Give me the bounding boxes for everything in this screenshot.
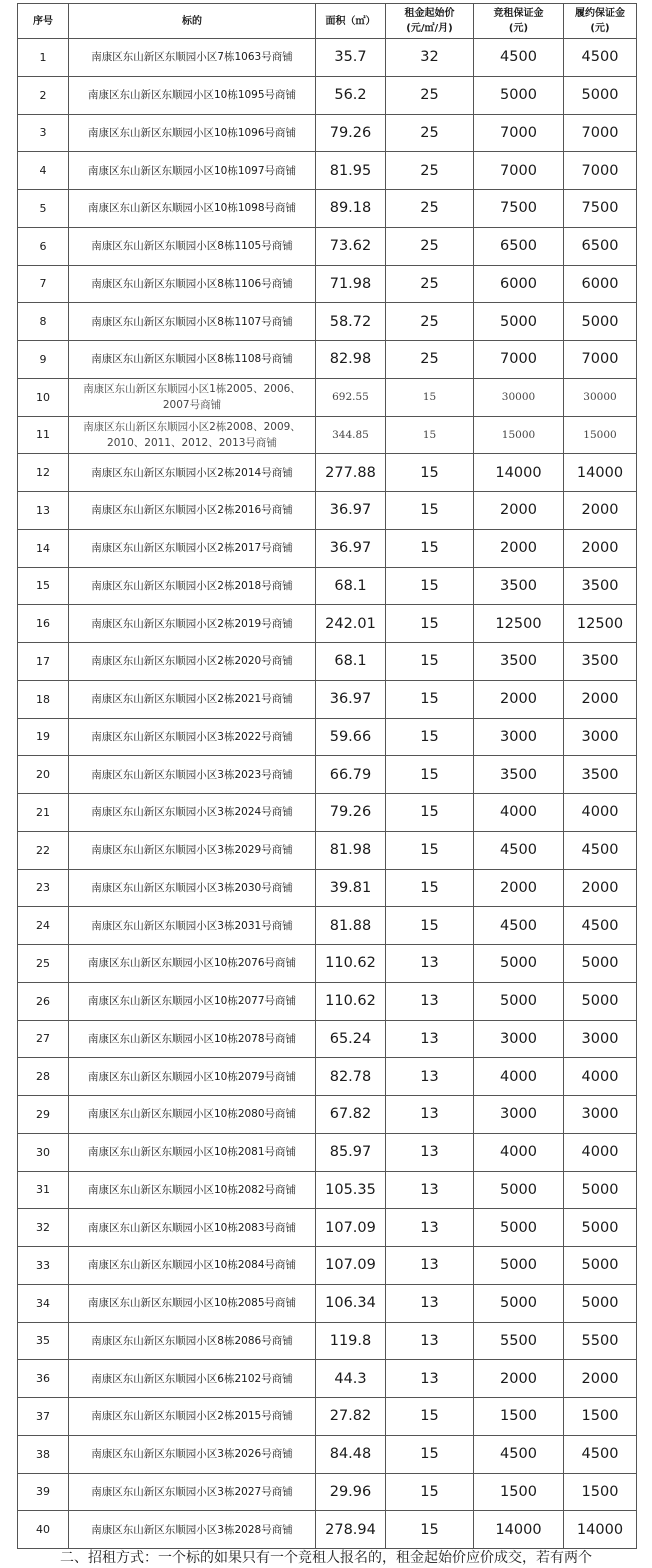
cell-bid-deposit: 7000 <box>474 152 564 190</box>
cell-bid-deposit: 4000 <box>474 794 564 832</box>
cell-performance-deposit: 2000 <box>564 529 637 567</box>
cell-index: 32 <box>18 1209 69 1247</box>
cell-area: 73.62 <box>316 227 386 265</box>
cell-area: 66.79 <box>316 756 386 794</box>
cell-rent-start: 25 <box>386 303 474 341</box>
cell-performance-deposit: 5000 <box>564 1247 637 1285</box>
cell-performance-deposit: 7000 <box>564 152 637 190</box>
cell-item-name: 南康区东山新区东顺园小区8栋1107号商铺 <box>69 303 316 341</box>
cell-bid-deposit: 5500 <box>474 1322 564 1360</box>
cell-bid-deposit: 5000 <box>474 945 564 983</box>
cell-bid-deposit: 7500 <box>474 190 564 228</box>
cell-performance-deposit: 1500 <box>564 1398 637 1436</box>
cell-rent-start: 15 <box>386 1473 474 1511</box>
cell-index: 29 <box>18 1096 69 1134</box>
cell-index: 14 <box>18 529 69 567</box>
cell-bid-deposit: 30000 <box>474 378 564 416</box>
cell-bid-deposit: 4500 <box>474 39 564 77</box>
cell-bid-deposit: 2000 <box>474 869 564 907</box>
cell-index: 5 <box>18 190 69 228</box>
cell-rent-start: 15 <box>386 718 474 756</box>
cell-rent-start: 13 <box>386 1284 474 1322</box>
cell-rent-start: 13 <box>386 1020 474 1058</box>
cell-item-name: 南康区东山新区东顺园小区8栋1108号商铺 <box>69 341 316 379</box>
cell-index: 36 <box>18 1360 69 1398</box>
cell-item-name: 南康区东山新区东顺园小区3栋2029号商铺 <box>69 831 316 869</box>
cell-area: 56.2 <box>316 76 386 114</box>
cell-area: 35.7 <box>316 39 386 77</box>
cell-performance-deposit: 4500 <box>564 831 637 869</box>
cell-performance-deposit: 3000 <box>564 1096 637 1134</box>
cell-index: 38 <box>18 1435 69 1473</box>
cell-bid-deposit: 4500 <box>474 1435 564 1473</box>
cell-index: 34 <box>18 1284 69 1322</box>
cell-rent-start: 15 <box>386 794 474 832</box>
cell-index: 23 <box>18 869 69 907</box>
cell-bid-deposit: 15000 <box>474 416 564 454</box>
cell-bid-deposit: 7000 <box>474 114 564 152</box>
cell-bid-deposit: 2000 <box>474 680 564 718</box>
cell-performance-deposit: 5000 <box>564 982 637 1020</box>
cell-performance-deposit: 3000 <box>564 718 637 756</box>
cell-index: 30 <box>18 1133 69 1171</box>
cell-item-name: 南康区东山新区东顺园小区3栋2026号商铺 <box>69 1435 316 1473</box>
cell-bid-deposit: 5000 <box>474 303 564 341</box>
cell-bid-deposit: 6000 <box>474 265 564 303</box>
table-row <box>18 1133 637 1171</box>
cell-rent-start: 13 <box>386 1133 474 1171</box>
cell-rent-start: 13 <box>386 1322 474 1360</box>
cell-performance-deposit: 14000 <box>564 1511 637 1549</box>
cell-rent-start: 13 <box>386 1096 474 1134</box>
cell-area: 59.66 <box>316 718 386 756</box>
cell-area: 36.97 <box>316 529 386 567</box>
cell-bid-deposit: 2000 <box>474 529 564 567</box>
footer-paragraph: 二、招租方式：一个标的如果只有一个竞租人报名的，租金起始价应价成交，若有两个 <box>60 1550 592 1566</box>
cell-bid-deposit: 1500 <box>474 1473 564 1511</box>
header-index: 序号 <box>18 4 69 39</box>
cell-rent-start: 13 <box>386 1171 474 1209</box>
cell-rent-start: 25 <box>386 227 474 265</box>
cell-item-name: 南康区东山新区东顺园小区6栋2102号商铺 <box>69 1360 316 1398</box>
cell-bid-deposit: 1500 <box>474 1398 564 1436</box>
cell-bid-deposit: 5000 <box>474 1171 564 1209</box>
cell-index: 19 <box>18 718 69 756</box>
cell-index: 3 <box>18 114 69 152</box>
cell-item-name: 南康区东山新区东顺园小区2栋2019号商铺 <box>69 605 316 643</box>
cell-item-name: 南康区东山新区东顺园小区2栋2015号商铺 <box>69 1398 316 1436</box>
table-row <box>18 907 637 945</box>
cell-item-name: 南康区东山新区东顺园小区2栋2008、2009、2010、2011、2012、2013号商铺 <box>69 416 316 454</box>
cell-area: 107.09 <box>316 1247 386 1285</box>
table-row <box>18 869 637 907</box>
table-row <box>18 1473 637 1511</box>
table-row <box>18 1209 637 1247</box>
cell-rent-start: 13 <box>386 1209 474 1247</box>
cell-index: 20 <box>18 756 69 794</box>
cell-index: 2 <box>18 76 69 114</box>
cell-index: 8 <box>18 303 69 341</box>
table-header <box>18 4 637 39</box>
cell-rent-start: 13 <box>386 1360 474 1398</box>
cell-index: 16 <box>18 605 69 643</box>
cell-performance-deposit: 7500 <box>564 190 637 228</box>
cell-item-name: 南康区东山新区东顺园小区1栋2005、2006、2007号商铺 <box>69 378 316 416</box>
header-performance-deposit <box>564 4 637 39</box>
cell-bid-deposit: 4000 <box>474 1058 564 1096</box>
table-row <box>18 341 637 379</box>
table-row <box>18 114 637 152</box>
cell-bid-deposit: 14000 <box>474 454 564 492</box>
table-row <box>18 265 637 303</box>
cell-index: 35 <box>18 1322 69 1360</box>
cell-rent-start: 13 <box>386 1247 474 1285</box>
cell-performance-deposit: 5000 <box>564 1209 637 1247</box>
cell-rent-start: 15 <box>386 907 474 945</box>
cell-area: 27.82 <box>316 1398 386 1436</box>
cell-item-name: 南康区东山新区东顺园小区8栋1106号商铺 <box>69 265 316 303</box>
table-row <box>18 378 637 416</box>
cell-area: 110.62 <box>316 945 386 983</box>
cell-item-name: 南康区东山新区东顺园小区10栋2078号商铺 <box>69 1020 316 1058</box>
cell-area: 105.35 <box>316 1171 386 1209</box>
table-row <box>18 680 637 718</box>
table-row <box>18 605 637 643</box>
cell-index: 17 <box>18 643 69 681</box>
cell-rent-start: 25 <box>386 76 474 114</box>
cell-item-name: 南康区东山新区东顺园小区10栋1096号商铺 <box>69 114 316 152</box>
cell-index: 12 <box>18 454 69 492</box>
cell-rent-start: 15 <box>386 605 474 643</box>
cell-area: 107.09 <box>316 1209 386 1247</box>
cell-index: 24 <box>18 907 69 945</box>
cell-bid-deposit: 5000 <box>474 76 564 114</box>
table-row <box>18 1435 637 1473</box>
cell-rent-start: 15 <box>386 869 474 907</box>
cell-performance-deposit: 15000 <box>564 416 637 454</box>
cell-item-name: 南康区东山新区东顺园小区10栋2081号商铺 <box>69 1133 316 1171</box>
cell-performance-deposit: 4000 <box>564 1058 637 1096</box>
cell-area: 81.88 <box>316 907 386 945</box>
cell-bid-deposit: 14000 <box>474 1511 564 1549</box>
cell-bid-deposit: 3500 <box>474 567 564 605</box>
table-row <box>18 1058 637 1096</box>
cell-item-name: 南康区东山新区东顺园小区3栋2028号商铺 <box>69 1511 316 1549</box>
table-row <box>18 1020 637 1058</box>
cell-performance-deposit: 4500 <box>564 1435 637 1473</box>
cell-performance-deposit: 7000 <box>564 114 637 152</box>
cell-area: 242.01 <box>316 605 386 643</box>
table-row <box>18 794 637 832</box>
cell-rent-start: 25 <box>386 190 474 228</box>
cell-index: 13 <box>18 492 69 530</box>
cell-rent-start: 25 <box>386 265 474 303</box>
cell-area: 29.96 <box>316 1473 386 1511</box>
table-row <box>18 831 637 869</box>
cell-bid-deposit: 5000 <box>474 1284 564 1322</box>
cell-performance-deposit: 6500 <box>564 227 637 265</box>
cell-rent-start: 15 <box>386 680 474 718</box>
cell-performance-deposit: 1500 <box>564 1473 637 1511</box>
cell-rent-start: 15 <box>386 1398 474 1436</box>
cell-bid-deposit: 4500 <box>474 907 564 945</box>
cell-area: 119.8 <box>316 1322 386 1360</box>
header-multiline: 竞租保证金 (元) <box>493 8 544 34</box>
cell-performance-deposit: 2000 <box>564 680 637 718</box>
cell-rent-start: 15 <box>386 529 474 567</box>
cell-item-name: 南康区东山新区东顺园小区2栋2021号商铺 <box>69 680 316 718</box>
table-row <box>18 1284 637 1322</box>
cell-index: 11 <box>18 416 69 454</box>
cell-item-name: 南康区东山新区东顺园小区3栋2030号商铺 <box>69 869 316 907</box>
cell-area: 82.98 <box>316 341 386 379</box>
cell-item-name: 南康区东山新区东顺园小区2栋2016号商铺 <box>69 492 316 530</box>
cell-performance-deposit: 14000 <box>564 454 637 492</box>
cell-rent-start: 15 <box>386 416 474 454</box>
cell-rent-start: 15 <box>386 567 474 605</box>
header-multiline: 履约保证金 (元) <box>575 8 625 34</box>
table-row <box>18 416 637 454</box>
cell-item-name: 南康区东山新区东顺园小区3栋2027号商铺 <box>69 1473 316 1511</box>
table-row <box>18 1360 637 1398</box>
cell-rent-start: 13 <box>386 982 474 1020</box>
cell-area: 36.97 <box>316 680 386 718</box>
cell-rent-start: 13 <box>386 945 474 983</box>
cell-performance-deposit: 5000 <box>564 76 637 114</box>
table-row <box>18 1171 637 1209</box>
cell-performance-deposit: 4500 <box>564 907 637 945</box>
cell-performance-deposit: 3500 <box>564 643 637 681</box>
cell-area: 58.72 <box>316 303 386 341</box>
table-row <box>18 1398 637 1436</box>
cell-bid-deposit: 5000 <box>474 1209 564 1247</box>
cell-performance-deposit: 2000 <box>564 869 637 907</box>
cell-item-name: 南康区东山新区东顺园小区10栋1095号商铺 <box>69 76 316 114</box>
cell-index: 31 <box>18 1171 69 1209</box>
cell-rent-start: 25 <box>386 152 474 190</box>
cell-index: 10 <box>18 378 69 416</box>
cell-area: 79.26 <box>316 114 386 152</box>
cell-bid-deposit: 12500 <box>474 605 564 643</box>
cell-rent-start: 25 <box>386 341 474 379</box>
header-row <box>18 4 637 39</box>
cell-item-name: 南康区东山新区东顺园小区10栋1098号商铺 <box>69 190 316 228</box>
lease-items-table <box>17 3 637 1549</box>
cell-performance-deposit: 4500 <box>564 39 637 77</box>
cell-bid-deposit: 3500 <box>474 756 564 794</box>
cell-bid-deposit: 3500 <box>474 643 564 681</box>
cell-index: 37 <box>18 1398 69 1436</box>
table-row <box>18 718 637 756</box>
cell-area: 89.18 <box>316 190 386 228</box>
cell-area: 110.62 <box>316 982 386 1020</box>
cell-bid-deposit: 3000 <box>474 1020 564 1058</box>
cell-area: 67.82 <box>316 1096 386 1134</box>
table-row <box>18 643 637 681</box>
cell-item-name: 南康区东山新区东顺园小区7栋1063号商铺 <box>69 39 316 77</box>
cell-rent-start: 15 <box>386 378 474 416</box>
cell-item-name: 南康区东山新区东顺园小区2栋2017号商铺 <box>69 529 316 567</box>
cell-area: 36.97 <box>316 492 386 530</box>
cell-item-name: 南康区东山新区东顺园小区10栋1097号商铺 <box>69 152 316 190</box>
cell-performance-deposit: 5000 <box>564 1284 637 1322</box>
cell-performance-deposit: 6000 <box>564 265 637 303</box>
cell-bid-deposit: 5000 <box>474 1247 564 1285</box>
cell-item-name: 南康区东山新区东顺园小区8栋2086号商铺 <box>69 1322 316 1360</box>
cell-performance-deposit: 30000 <box>564 378 637 416</box>
cell-rent-start: 25 <box>386 114 474 152</box>
cell-index: 22 <box>18 831 69 869</box>
table-row <box>18 756 637 794</box>
cell-item-name: 南康区东山新区东顺园小区8栋1105号商铺 <box>69 227 316 265</box>
cell-rent-start: 15 <box>386 454 474 492</box>
cell-rent-start: 15 <box>386 831 474 869</box>
cell-bid-deposit: 7000 <box>474 341 564 379</box>
cell-bid-deposit: 5000 <box>474 982 564 1020</box>
cell-item-name: 南康区东山新区东顺园小区2栋2018号商铺 <box>69 567 316 605</box>
cell-index: 7 <box>18 265 69 303</box>
header-multiline: 租金起始价 (元/㎡/月) <box>404 8 455 34</box>
header-rent-start <box>386 4 474 39</box>
table-row <box>18 1247 637 1285</box>
table-row <box>18 227 637 265</box>
cell-item-name: 南康区东山新区东顺园小区10栋2077号商铺 <box>69 982 316 1020</box>
cell-bid-deposit: 2000 <box>474 492 564 530</box>
cell-performance-deposit: 4000 <box>564 1133 637 1171</box>
cell-item-name: 南康区东山新区东顺园小区10栋2079号商铺 <box>69 1058 316 1096</box>
cell-performance-deposit: 2000 <box>564 1360 637 1398</box>
cell-index: 26 <box>18 982 69 1020</box>
cell-index: 27 <box>18 1020 69 1058</box>
table-row <box>18 76 637 114</box>
cell-bid-deposit: 6500 <box>474 227 564 265</box>
table-row <box>18 303 637 341</box>
cell-item-name: 南康区东山新区东顺园小区10栋2076号商铺 <box>69 945 316 983</box>
cell-index: 28 <box>18 1058 69 1096</box>
cell-performance-deposit: 7000 <box>564 341 637 379</box>
cell-index: 1 <box>18 39 69 77</box>
cell-bid-deposit: 4000 <box>474 1133 564 1171</box>
cell-area: 85.97 <box>316 1133 386 1171</box>
cell-area: 692.55 <box>316 378 386 416</box>
cell-index: 33 <box>18 1247 69 1285</box>
cell-performance-deposit: 5000 <box>564 303 637 341</box>
cell-rent-start: 15 <box>386 1511 474 1549</box>
table-body <box>18 39 637 1549</box>
cell-area: 81.95 <box>316 152 386 190</box>
cell-rent-start: 15 <box>386 492 474 530</box>
cell-area: 84.48 <box>316 1435 386 1473</box>
cell-area: 68.1 <box>316 643 386 681</box>
cell-item-name: 南康区东山新区东顺园小区3栋2024号商铺 <box>69 794 316 832</box>
cell-rent-start: 13 <box>386 1058 474 1096</box>
table-row <box>18 492 637 530</box>
cell-index: 6 <box>18 227 69 265</box>
cell-item-name: 南康区东山新区东顺园小区3栋2022号商铺 <box>69 718 316 756</box>
cell-item-name: 南康区东山新区东顺园小区2栋2020号商铺 <box>69 643 316 681</box>
cell-item-name: 南康区东山新区东顺园小区3栋2031号商铺 <box>69 907 316 945</box>
table-row <box>18 982 637 1020</box>
cell-performance-deposit: 12500 <box>564 605 637 643</box>
cell-item-name: 南康区东山新区东顺园小区3栋2023号商铺 <box>69 756 316 794</box>
cell-performance-deposit: 2000 <box>564 492 637 530</box>
table-row <box>18 152 637 190</box>
cell-index: 9 <box>18 341 69 379</box>
cell-index: 15 <box>18 567 69 605</box>
cell-area: 278.94 <box>316 1511 386 1549</box>
table-row <box>18 567 637 605</box>
cell-area: 44.3 <box>316 1360 386 1398</box>
cell-area: 65.24 <box>316 1020 386 1058</box>
table-row <box>18 1096 637 1134</box>
cell-item-name: 南康区东山新区东顺园小区10栋2083号商铺 <box>69 1209 316 1247</box>
table-row <box>18 945 637 983</box>
cell-index: 25 <box>18 945 69 983</box>
cell-rent-start: 32 <box>386 39 474 77</box>
cell-index: 21 <box>18 794 69 832</box>
cell-item-name: 南康区东山新区东顺园小区10栋2084号商铺 <box>69 1247 316 1285</box>
header-bid-deposit <box>474 4 564 39</box>
table-row <box>18 529 637 567</box>
cell-index: 18 <box>18 680 69 718</box>
cell-area: 277.88 <box>316 454 386 492</box>
cell-rent-start: 15 <box>386 756 474 794</box>
cell-performance-deposit: 5000 <box>564 1171 637 1209</box>
cell-performance-deposit: 5000 <box>564 945 637 983</box>
cell-area: 106.34 <box>316 1284 386 1322</box>
cell-area: 82.78 <box>316 1058 386 1096</box>
table-row <box>18 1322 637 1360</box>
cell-index: 39 <box>18 1473 69 1511</box>
cell-bid-deposit: 3000 <box>474 1096 564 1134</box>
cell-performance-deposit: 5500 <box>564 1322 637 1360</box>
cell-item-name: 南康区东山新区东顺园小区10栋2085号商铺 <box>69 1284 316 1322</box>
cell-area: 39.81 <box>316 869 386 907</box>
cell-item-name: 南康区东山新区东顺园小区2栋2014号商铺 <box>69 454 316 492</box>
table-row <box>18 190 637 228</box>
cell-item-name: 南康区东山新区东顺园小区10栋2082号商铺 <box>69 1171 316 1209</box>
table-row <box>18 39 637 77</box>
cell-area: 81.98 <box>316 831 386 869</box>
cell-rent-start: 15 <box>386 643 474 681</box>
cell-performance-deposit: 3500 <box>564 567 637 605</box>
cell-index: 4 <box>18 152 69 190</box>
cell-rent-start: 15 <box>386 1435 474 1473</box>
cell-bid-deposit: 3000 <box>474 718 564 756</box>
header-area: 面积（㎡） <box>316 4 386 39</box>
cell-performance-deposit: 3500 <box>564 756 637 794</box>
cell-performance-deposit: 3000 <box>564 1020 637 1058</box>
cell-area: 68.1 <box>316 567 386 605</box>
cell-performance-deposit: 4000 <box>564 794 637 832</box>
cell-item-name: 南康区东山新区东顺园小区10栋2080号商铺 <box>69 1096 316 1134</box>
table-row <box>18 1511 637 1549</box>
cell-area: 344.85 <box>316 416 386 454</box>
cell-bid-deposit: 4500 <box>474 831 564 869</box>
cell-area: 79.26 <box>316 794 386 832</box>
cell-index: 40 <box>18 1511 69 1549</box>
cell-area: 71.98 <box>316 265 386 303</box>
header-item: 标的 <box>69 4 316 39</box>
cell-bid-deposit: 2000 <box>474 1360 564 1398</box>
table-row <box>18 454 637 492</box>
